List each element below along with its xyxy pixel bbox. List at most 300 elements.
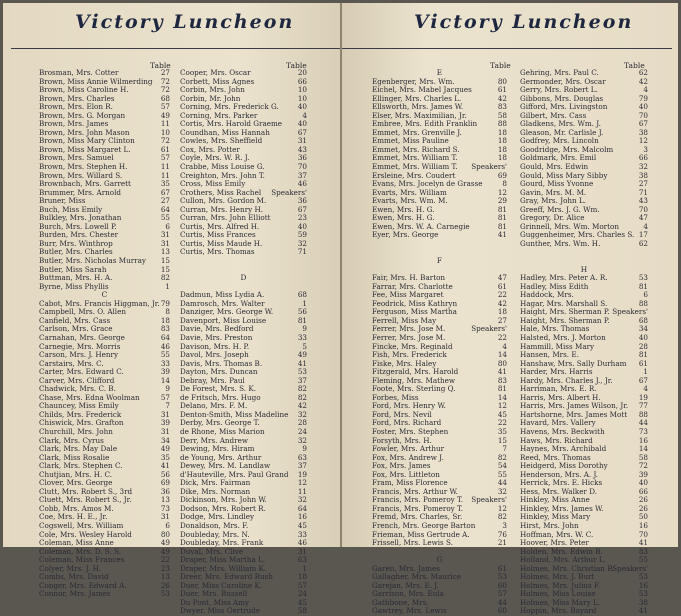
table-number: 53: [160, 589, 170, 599]
table-number: 54: [497, 461, 507, 471]
guest-name: Gifford, Mrs. Livingston: [520, 102, 608, 112]
table-number: 10: [297, 93, 307, 103]
guest-name: Hirst, Mrs. John: [520, 520, 579, 530]
guest-name: Holmes, Mrs. J. Burt: [520, 572, 595, 582]
guest-name: Hoppin, Mrs. Bayard: [520, 606, 597, 616]
guest-name: Carnahan, Mrs. George: [39, 332, 125, 342]
table-number: 40: [297, 119, 307, 129]
guest-name: Hammill, Miss Mary: [520, 341, 595, 351]
table-number: 83: [497, 102, 507, 112]
table-number: 9: [165, 384, 170, 394]
guest-name: Cross, Miss Emily: [180, 179, 246, 189]
spacer: [372, 240, 507, 249]
guest-name: Gourd, Miss Yvonne: [520, 179, 594, 189]
guest-name: Corbin, Mrs. John: [180, 85, 245, 95]
spacer: [180, 257, 307, 266]
guest-name: Clark, Mrs. Stephen C.: [39, 461, 123, 471]
guest-name: Cabot, Mrs. Francis Higgman, Jr.: [39, 298, 160, 308]
table-number: Speakers': [612, 307, 648, 317]
guest-name: Curtis, Mrs. Alfred H.: [180, 221, 260, 231]
guest-name: Dodge, Mrs. Lindley: [180, 512, 255, 522]
table-number: 81: [297, 315, 307, 325]
guest-name: Cole, Mrs. Wesley Harold: [39, 529, 132, 539]
guest-entry: [372, 607, 507, 616]
guest-name: Eyer, Mrs. George: [372, 230, 439, 240]
table-number: 15: [160, 256, 170, 266]
table-number: 18: [297, 572, 307, 582]
guest-name: Hagar, Mrs. Marshall S.: [520, 298, 608, 308]
table-number: 82: [497, 452, 507, 462]
guest-name: Byrne, Miss Phyllis: [39, 281, 109, 291]
guest-name: Hinkley, Miss Mary: [520, 512, 591, 522]
table-number: 49: [160, 538, 170, 548]
guest-name: Donaldson, Mrs. F.: [180, 520, 249, 530]
guest-name: Chase, Mrs. Edna Woolman: [39, 392, 140, 402]
table-number: 42: [297, 401, 307, 411]
table-number: 50: [638, 512, 648, 522]
guest-name: Hartshorne, Mrs. James Mott: [520, 409, 628, 419]
table-number: 49: [297, 350, 307, 360]
guest-name: Bulkley, Mrs. Jonathan: [39, 213, 122, 223]
table-number: 71: [297, 247, 307, 257]
guest-name: Fee, Miss Margaret: [372, 290, 444, 300]
table-number: 83: [497, 375, 507, 385]
guest-name: Carstairs, Mrs. C.: [39, 358, 104, 368]
table-number: 36: [160, 486, 170, 496]
table-number: 62: [638, 68, 648, 77]
table-number: 71: [638, 187, 648, 197]
guest-name: Danziger, Mrs. George W.: [180, 307, 274, 317]
table-number: 62: [638, 238, 648, 248]
guest-name: Coyle, Mrs. W. R. J.: [180, 153, 250, 163]
guest-name: Duer, Miss Caroline K.: [180, 580, 263, 590]
guest-name: Fox, Mrs. Andrew J.: [372, 452, 444, 462]
guest-name: Ford, Mrs. Richard: [372, 418, 442, 428]
table-number: 28: [638, 341, 648, 351]
table-number: 73: [160, 503, 170, 513]
guest-name: Herrick, Mrs. E. Hicks: [520, 478, 603, 488]
table-number: 17: [638, 230, 648, 240]
guest-name: Burr, Mrs. Winthrop: [39, 238, 113, 248]
guest-name: Evarts, Mrs. William: [372, 187, 447, 197]
table-number: 72: [638, 461, 648, 471]
table-number: Speakers': [471, 495, 507, 505]
guest-name: Ferguson, Miss Martha: [372, 307, 457, 317]
table-number: 69: [497, 170, 507, 180]
guest-name: Fowler, Mrs. Arthur: [372, 444, 445, 454]
guest-name: Davie, Mrs. Preston: [180, 332, 253, 342]
table-number: 27: [497, 315, 507, 325]
table-number: 66: [297, 76, 307, 86]
guest-name: Chauncey, Miss Emily: [39, 401, 119, 411]
table-number: 19: [638, 392, 648, 402]
table-number: 26: [638, 503, 648, 513]
guest-name: Cullon, Mrs. Gordon M.: [180, 196, 267, 206]
table-number: 68: [160, 93, 170, 103]
table-number: 21: [497, 538, 507, 548]
table-number: 12: [297, 478, 307, 488]
guest-name: Bruner, Miss: [39, 196, 86, 206]
guest-entry: [372, 231, 507, 240]
table-number: 60: [497, 606, 507, 616]
table-number: 55: [160, 350, 170, 360]
table-number: 67: [638, 119, 648, 129]
table-number: 12: [497, 401, 507, 411]
guest-name: Harder, Mrs. Harris: [520, 367, 593, 377]
table-number: 41: [497, 367, 507, 377]
guest-name: Forsyth, Mrs. H.: [372, 435, 432, 445]
table-number: 68: [638, 315, 648, 325]
table-number: 32: [638, 162, 648, 172]
table-number: 49: [160, 444, 170, 454]
table-number: 4: [643, 221, 648, 231]
guest-name: Ewen, Mrs. H. G.: [372, 204, 435, 214]
table-number: 43: [297, 144, 307, 154]
table-number: 6: [165, 520, 170, 530]
guest-name: Francis, Mrs. Pomeroy T.: [372, 503, 464, 513]
name-column: [180, 69, 307, 616]
guest-name: Brown, Mrs. John Mason: [39, 127, 130, 137]
guest-name: Davol, Mrs. Joseph: [180, 350, 249, 360]
guest-name: Emmet, Miss Pauline: [372, 136, 449, 146]
guest-name: Brown, Mrs. James: [39, 119, 109, 129]
guest-name: Fremd, Mrs. Charles, Sr.: [372, 512, 463, 522]
table-number: 7: [165, 401, 170, 411]
table-number: 3: [502, 520, 507, 530]
table-number: 37: [297, 375, 307, 385]
guest-name: Draper, Miss Martha L.: [180, 555, 266, 565]
guest-name: Dewing, Mrs. Hiram: [180, 444, 255, 454]
table-number: 42: [638, 76, 648, 86]
guest-name: Davison, Mrs. H. P.: [180, 341, 250, 351]
table-number: 81: [497, 213, 507, 223]
guest-name: Canfield, Mrs. Cass: [39, 315, 111, 325]
guest-name: Fitzgerald, Mrs. Harold: [372, 367, 459, 377]
guest-name: Gregory, Dr. Alice: [520, 213, 585, 223]
table-number: 31: [160, 230, 170, 240]
guest-name: Fincke, Mrs. Reginald: [372, 341, 453, 351]
guest-name: Butler, Miss Sarah: [39, 264, 107, 274]
guest-name: Butler, Mrs. Charles: [39, 247, 113, 257]
table-number: 41: [497, 230, 507, 240]
table-number: 18: [497, 136, 507, 146]
table-number: 63: [297, 452, 307, 462]
table-number: 18: [497, 127, 507, 137]
guest-name: Coleman, Miss Anne: [39, 538, 114, 548]
guest-name: Grinnell, Mrs. Wm. Morton: [520, 221, 619, 231]
table-number: 63: [297, 555, 307, 565]
guest-name: Hess, Mrs. Walker D.: [520, 486, 597, 496]
right-page: [342, 3, 678, 616]
table-number: 57: [160, 392, 170, 402]
guest-name: Hansen, Mrs. E.: [520, 350, 579, 360]
guest-name: Fair, Mrs. H. Barton: [372, 273, 446, 283]
table-number: 41: [638, 606, 648, 616]
guest-name: de Fritsch, Mrs. Hugo: [180, 392, 261, 402]
guest-name: Duval, Mrs. Clive: [180, 546, 244, 556]
table-number: 45: [297, 597, 307, 607]
table-number: 59: [297, 230, 307, 240]
guest-name: Connor, Mrs. James: [39, 589, 111, 599]
guest-name: Conger, Mrs. Edward A.: [39, 580, 127, 590]
guest-name: Chutjian, Mrs. H. C.: [39, 469, 113, 479]
table-number: 61: [497, 563, 507, 573]
guest-name: Cortis, Mrs. Harold Graeme: [180, 119, 283, 129]
guest-name: Curtis, Miss Frances: [180, 230, 256, 240]
table-number: 57: [160, 102, 170, 112]
guest-name: Gavin, Mrs. M. M.: [520, 187, 587, 197]
table-number: 15: [160, 264, 170, 274]
table-number: 73: [638, 426, 648, 436]
guest-name: Ellsworth, Mrs. James W.: [372, 102, 464, 112]
guest-name: Ferrer, Mrs. Jose M.: [372, 332, 446, 342]
table-number: 57: [297, 580, 307, 590]
guest-name: Hale, Mrs. Thomas: [520, 324, 590, 334]
guest-name: Corbin, Mr. John: [180, 93, 241, 103]
guest-name: Egenberger, Mrs. Wm.: [372, 76, 455, 86]
table-number: 23: [297, 213, 307, 223]
table-number: 14: [638, 444, 648, 454]
table-number: 49: [160, 546, 170, 556]
table-number: 32: [497, 486, 507, 496]
guest-name: Curtis, Mrs. Thomas: [180, 247, 255, 257]
table-header: Table: [286, 61, 307, 70]
table-number: 40: [638, 102, 648, 112]
table-number: 31: [297, 136, 307, 146]
table-number: 6: [165, 221, 170, 231]
table-number: 34: [160, 435, 170, 445]
title-rule: [342, 48, 672, 49]
letter-heading: C: [101, 290, 108, 300]
guest-name: Halsted, Mrs. J. Morton: [520, 332, 606, 342]
guest-name: Denton-Smith, Miss Madeline: [180, 409, 289, 419]
guest-name: Fox, Mrs. Littleton: [372, 469, 440, 479]
table-number: 14: [160, 375, 170, 385]
guest-name: Havens, Mrs. Beckwith: [520, 426, 605, 436]
table-number: 47: [497, 273, 507, 283]
table-number: 81: [638, 281, 648, 291]
guest-name: Chiswick, Mrs. Grafton: [39, 418, 124, 428]
table-number: 8: [165, 307, 170, 317]
table-number: 32: [297, 238, 307, 248]
guest-name: Curran, Mrs. John Elliott: [180, 213, 271, 223]
guest-name: Butler, Mrs. Nicholas Murray: [39, 256, 146, 266]
guest-name: d'Hauteville, Mrs. Paul Grand: [180, 469, 289, 479]
table-number: 35: [160, 452, 170, 462]
table-number: 82: [297, 392, 307, 402]
guest-entry: [180, 248, 307, 257]
table-number: Speakers': [471, 324, 507, 334]
guest-name: Buch, Miss Emily: [39, 204, 103, 214]
table-number: 88: [638, 409, 648, 419]
table-number: 18: [497, 307, 507, 317]
table-number: 27: [638, 179, 648, 189]
guest-name: Brummer, Mrs. Arnold: [39, 187, 121, 197]
guest-name: Carlson, Mrs. Grace: [39, 324, 113, 334]
table-number: 70: [638, 529, 648, 539]
table-number: 55: [497, 469, 507, 479]
table-number: 40: [638, 332, 648, 342]
table-number: 27: [160, 68, 170, 77]
guest-name: Haws, Mrs. Richard: [520, 435, 593, 445]
guest-name: Gray, Mrs. John L.: [520, 196, 586, 206]
guest-name: Cluett, Mrs. Robert S., Jr.: [39, 495, 132, 505]
guest-name: Brown, Miss Mary Clinton: [39, 136, 135, 146]
guest-name: Creighton, Mrs. John T.: [180, 170, 265, 180]
table-number: 22: [160, 555, 170, 565]
guest-name: Holmes, Mrs. Christian R.: [520, 563, 615, 573]
table-number: 56: [297, 307, 307, 317]
table-number: 36: [297, 196, 307, 206]
guest-name: Garen, Mrs. James: [372, 563, 440, 573]
guest-name: Corbett, Miss Agnes: [180, 76, 255, 86]
guest-name: Gathbone, Mrs.: [372, 597, 429, 607]
guest-name: Foster, Mrs. Stephen: [372, 426, 449, 436]
table-number: 61: [497, 281, 507, 291]
table-number: 39: [160, 367, 170, 377]
guest-name: Fish, Mrs. Frederick: [372, 350, 447, 360]
guest-name: Doubleday, Mrs. Frank: [180, 538, 264, 548]
table-number: 44: [497, 597, 507, 607]
table-number: 38: [638, 597, 648, 607]
table-number: 16: [638, 520, 648, 530]
table-number: 31: [160, 512, 170, 522]
guest-name: Hadley, Mrs. Peter A. R.: [520, 273, 608, 283]
guest-name: Brown, Mrs. Charles: [39, 93, 115, 103]
guest-name: Gawtrey, Mrs. Lewis: [372, 606, 447, 616]
table-number: 40: [297, 221, 307, 231]
guest-name: Dwyer, Miss Gertrude: [180, 606, 261, 616]
guest-name: Clover, Mrs. George: [39, 478, 113, 488]
guest-name: Brown, Mrs. Willard S.: [39, 170, 123, 180]
guest-name: Cooper, Mrs. Oscar: [180, 68, 251, 77]
table-number: 4: [643, 384, 648, 394]
table-number: 40: [297, 102, 307, 112]
table-number: 12: [497, 503, 507, 513]
table-number: 39: [638, 469, 648, 479]
guest-name: Curtis, Miss Maude H.: [180, 238, 263, 248]
table-number: 29: [497, 196, 507, 206]
guest-name: Brownbach, Mrs. Garrett: [39, 179, 131, 189]
table-number: 20: [297, 68, 307, 77]
guest-name: Hinkley, Miss Anne: [520, 495, 590, 505]
guest-name: Brown, Mrs. Elon R.: [39, 102, 113, 112]
guest-name: Gilbert, Mrs. Cass: [520, 110, 587, 120]
guest-name: Evarts, Mrs. Wm. M.: [372, 196, 448, 206]
guest-name: Brown, Mrs. Samuel: [39, 153, 114, 163]
guest-name: Embree, Mrs. Edith Franklin: [372, 119, 478, 129]
guest-name: Clark, Mrs. Cyrus: [39, 435, 104, 445]
guest-name: Coleman, Mrs. D. S. S.: [39, 546, 121, 556]
table-number: 88: [497, 119, 507, 129]
table-number: 79: [160, 298, 170, 308]
guest-name: Brown, Miss Caroline H.: [39, 85, 129, 95]
guest-name: Guggenheimer, Mrs. Charles S.: [520, 230, 635, 240]
guest-name: Gehring, Mrs. Paul C.: [520, 68, 599, 77]
table-number: 61: [497, 85, 507, 95]
guest-name: Ferrell, Miss May: [372, 315, 437, 325]
guest-name: Brown, Mrs. G. Morgan: [39, 110, 126, 120]
guest-name: Cowles, Mrs. Sheffield: [180, 136, 263, 146]
table-number: 67: [297, 204, 307, 214]
guest-name: Crabbe, Miss Louise G.: [180, 162, 265, 172]
guest-name: Dickinson, Mrs. John W.: [180, 495, 267, 505]
guest-name: Draper, Mrs. William K.: [180, 563, 267, 573]
guest-name: Holland, Mrs. Arthur L.: [520, 555, 606, 565]
guest-name: Colyer, Mrs. J. H.: [39, 563, 102, 573]
table-number: 36: [297, 153, 307, 163]
guest-name: Goodridge, Mrs. Malcolm: [520, 144, 614, 154]
table-number: 64: [297, 503, 307, 513]
table-number: 31: [297, 546, 307, 556]
guest-name: Garejan, Mrs. E. J.: [372, 580, 439, 590]
guest-name: Clark, Miss Rosalie: [39, 452, 110, 462]
guest-name: Curran, Mrs. Henry H.: [180, 204, 264, 214]
table-number: 12: [638, 136, 648, 146]
guest-name: Holden, Mrs. Edwin B.: [520, 546, 603, 556]
table-number: 22: [497, 418, 507, 428]
table-number: 10: [297, 85, 307, 95]
table-number: 69: [160, 478, 170, 488]
guest-name: Emmet, Mrs. William T.: [372, 153, 458, 163]
guest-name: Frissell, Mrs. Lewis S.: [372, 538, 453, 548]
table-number: 8: [502, 179, 507, 189]
table-number: 44: [497, 478, 507, 488]
guest-name: Damrosch, Mrs. Walter: [180, 298, 265, 308]
guest-name: Corning, Mrs. Parker: [180, 110, 258, 120]
table-number: 82: [497, 512, 507, 522]
table-number: 81: [638, 350, 648, 360]
guest-name: de Young, Mrs. Arthur: [180, 452, 262, 462]
guest-name: Gould, Mrs. Edwin: [520, 162, 589, 172]
table-number: 70: [638, 110, 648, 120]
table-number: 82: [297, 384, 307, 394]
table-number: 1: [302, 298, 307, 308]
guest-name: Feodrick, Miss Kathryn: [372, 298, 458, 308]
table-number: 64: [160, 204, 170, 214]
table-number: 55: [638, 555, 648, 565]
guest-name: Francis, Mrs. Arthur W.: [372, 486, 458, 496]
table-number: 38: [638, 127, 648, 137]
guest-name: Clutt, Mrs. Robert S., 3rd: [39, 486, 133, 496]
guest-name: Brown, Miss Margaret L.: [39, 144, 131, 154]
table-number: 47: [638, 213, 648, 223]
table-number: 40: [638, 478, 648, 488]
table-number: 23: [160, 563, 170, 573]
table-number: 32: [297, 435, 307, 445]
guest-name: Brosman, Mrs. Cotter: [39, 68, 119, 77]
table-number: 11: [160, 170, 170, 180]
table-number: 4: [643, 85, 648, 95]
guest-name: Clark, Mrs. May Dale: [39, 444, 118, 454]
table-number: 1: [302, 563, 307, 573]
table-number: 68: [297, 290, 307, 300]
guest-name: Cobb, Mrs. Amos M.: [39, 503, 114, 513]
guest-name: Buttman, Mrs. H. A.: [39, 273, 113, 283]
table-number: 33: [160, 358, 170, 368]
guest-name: Haddock, Mrs.: [520, 290, 574, 300]
letter-heading: G: [436, 555, 443, 565]
table-number: 58: [297, 606, 307, 616]
table-number: 37: [297, 461, 307, 471]
guest-name: Carson, Mrs. J. Henry: [39, 350, 119, 360]
table-number: 18: [497, 153, 507, 163]
guest-entry: [520, 607, 648, 616]
guest-name: Heidgerd, Miss Dorothy: [520, 461, 608, 471]
table-number: 27: [160, 196, 170, 206]
table-number: 32: [297, 495, 307, 505]
guest-entry: [372, 539, 507, 548]
